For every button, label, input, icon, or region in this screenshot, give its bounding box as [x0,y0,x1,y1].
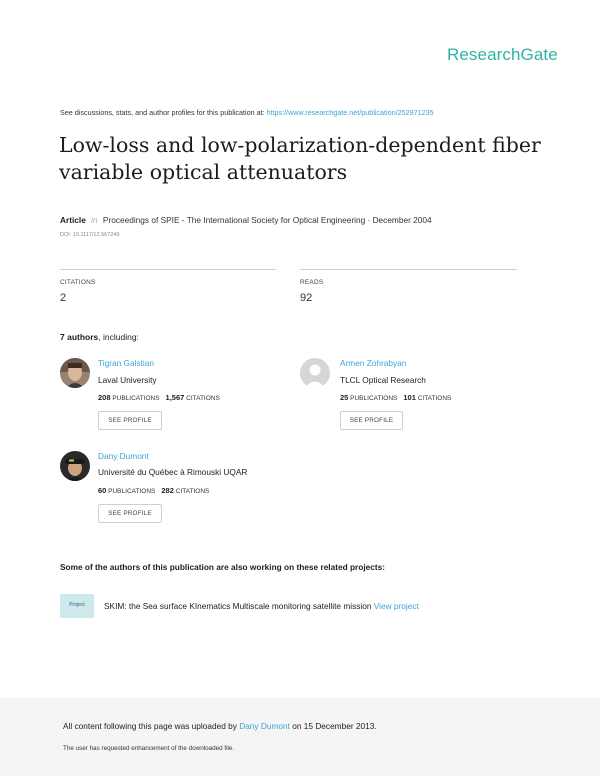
publications-label: PUBLICATIONS [350,395,398,402]
related-projects-heading: Some of the authors of this publication are also working on these related projects: [60,562,386,572]
authors-heading-suffix: , including: [98,332,139,342]
uploader-link[interactable]: Dany Dumont [239,721,290,731]
author-avatar-dumont[interactable] [60,451,90,481]
citations-value: 2 [60,292,67,304]
see-profile-button[interactable]: SEE PROFILE [98,504,162,523]
project-icon-label: Project [69,602,85,608]
enhancement-note: The user has requested enhancement of the downloaded file. [63,745,235,752]
title-line-2: variable optical attenuators [59,160,348,184]
author-citations-label: CITATIONS [175,488,210,495]
author-citations-count: 282 [161,486,174,495]
page-title [59,132,559,186]
authors-heading [60,332,139,342]
author-avatar-galstian[interactable] [60,358,90,388]
publications-count: 208 [98,393,111,402]
footer-panel [0,698,600,776]
see-profile-button[interactable]: SEE PROFILE [98,411,162,430]
in-word: in [91,215,98,225]
project-icon[interactable] [60,594,94,618]
citations-label: CITATIONS [60,279,96,286]
author-name-link[interactable]: Tigran Galstian [98,358,154,368]
portrait-icon [60,451,90,481]
publications-count: 25 [340,393,349,402]
default-avatar-icon [300,358,330,388]
author-citations-count: 1,567 [165,393,185,402]
author-citations-label: CITATIONS [186,395,220,402]
researchgate-logo[interactable]: ResearchGate [447,45,558,64]
reads-divider [300,269,517,270]
author-citations-label: CITATIONS [417,395,452,402]
view-project-link[interactable]: View project [373,601,419,611]
doi-text: DOI: 10.1117/12.567249 [60,232,120,238]
upload-suffix: on 15 December 2013. [292,721,377,731]
author-counts [340,393,451,402]
author-institution: Université du Québec à Rimouski UQAR [98,467,248,477]
author-avatar-zohrabyan[interactable] [300,358,330,388]
authors-count: 7 authors [60,332,99,342]
discussion-line [60,108,434,117]
upload-prefix: All content following this page was uploaded by [63,721,237,731]
project-item [104,601,419,611]
project-title: SKIM: the Sea surface KInematics Multiscale monitoring satellite mission [104,601,372,611]
reads-label: READS [300,279,324,286]
title-line-1: Low-loss and low-polarization-dependent fiber [59,133,541,157]
author-name-link[interactable]: Dany Dumont [98,451,149,461]
publications-label: PUBLICATIONS [112,395,160,402]
author-citations-count: 101 [403,393,416,402]
upload-line [63,721,377,731]
publication-url-link[interactable]: https://www.researchgate.net/publication/252971235 [266,108,434,117]
publication-type: Article [60,215,86,225]
author-counts [98,393,220,402]
publication-venue: Proceedings of SPIE - The International Society for Optical Engineering · December 2004 [102,215,432,225]
publications-count: 60 [98,486,107,495]
author-name-link[interactable]: Armen Zohrabyan [340,358,407,368]
author-institution: TLCL Optical Research [340,375,426,385]
citations-divider [60,269,276,270]
see-profile-button[interactable]: SEE PROFILE [340,411,403,430]
reads-value: 92 [300,292,313,304]
publications-label: PUBLICATIONS [108,488,156,495]
portrait-icon [60,358,90,388]
author-counts [98,486,209,495]
discussion-text: See discussions, stats, and author profiles for this publication at: [60,108,265,117]
publication-meta [60,215,432,225]
author-institution: Laval University [98,375,157,385]
